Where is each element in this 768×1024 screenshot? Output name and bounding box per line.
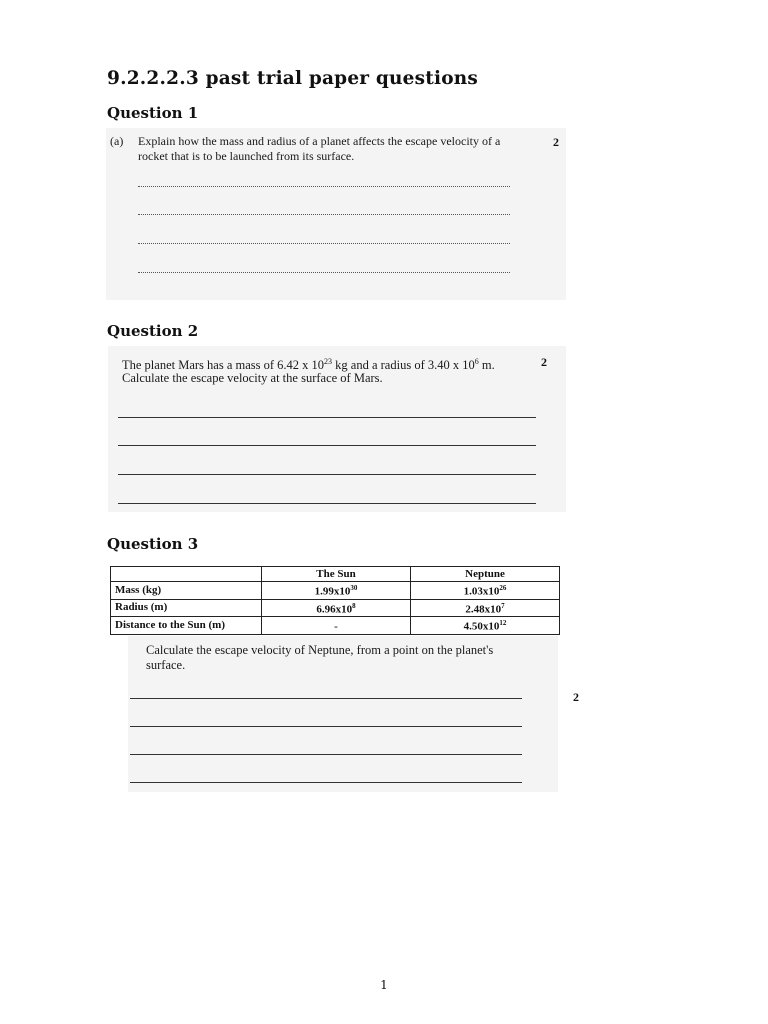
q1-marks: 2 bbox=[553, 135, 559, 149]
table-header-cell bbox=[111, 567, 262, 582]
q3-data-table-wrapper bbox=[110, 566, 560, 635]
q2-question-line-1: The planet Mars has a mass of 6.42 x $10^{23}$ kg and a radius of 3.40 x $10^6$ m. bbox=[122, 357, 495, 373]
table-header-cell: Neptune bbox=[411, 567, 560, 582]
table-row-label: Distance to the Sun (m) bbox=[111, 617, 262, 635]
page-title: 9.2.2.2.3 past trial paper questions bbox=[107, 68, 479, 89]
table-header-row bbox=[111, 567, 560, 582]
q2-marks: 2 bbox=[541, 355, 547, 369]
table-cell: $4.50x10^{12}$ bbox=[411, 617, 560, 635]
answer-line bbox=[138, 272, 510, 273]
table-row-label: Mass (kg) bbox=[111, 582, 262, 600]
page-number: 1 bbox=[380, 978, 388, 992]
question-1-scan bbox=[106, 128, 566, 300]
answer-line bbox=[138, 186, 510, 187]
table-row bbox=[111, 617, 560, 635]
table-cell: $6.96x10^8$ bbox=[262, 599, 411, 617]
question-3-scan bbox=[128, 636, 558, 792]
q1-question-text: Explain how the mass and radius of a planet affects the escape velocity of a rocket that is to be launched from its surface. bbox=[138, 134, 501, 163]
q1-part-label: (a) bbox=[110, 134, 124, 148]
table-cell: $1.99x10^{30}$ bbox=[262, 582, 411, 600]
table-cell: $2.48x10^7$ bbox=[411, 599, 560, 617]
answer-line bbox=[130, 754, 522, 755]
q3-data-table bbox=[110, 566, 560, 635]
answer-line bbox=[130, 698, 522, 699]
answer-line bbox=[130, 782, 522, 783]
answer-line bbox=[138, 243, 510, 244]
q2-question-line-2: Calculate the escape velocity at the surface of Mars. bbox=[122, 371, 383, 385]
question-2-scan bbox=[108, 346, 566, 512]
table-cell: $1.03x10^{26}$ bbox=[411, 582, 560, 600]
answer-line bbox=[118, 474, 536, 475]
q3-marks: 2 bbox=[573, 690, 579, 704]
question-3-heading: Question 3 bbox=[107, 535, 199, 553]
answer-line bbox=[130, 726, 522, 727]
answer-line bbox=[138, 214, 510, 215]
table-header-cell: The Sun bbox=[262, 567, 411, 582]
answer-line bbox=[118, 445, 536, 446]
question-1-heading: Question 1 bbox=[107, 104, 199, 122]
table-row bbox=[111, 582, 560, 600]
q3-question-text: Calculate the escape velocity of Neptune, from a point on the planet's surface. bbox=[146, 643, 494, 672]
answer-line bbox=[118, 503, 536, 504]
table-row-label: Radius (m) bbox=[111, 599, 262, 617]
question-2-heading: Question 2 bbox=[107, 322, 199, 340]
table-cell: - bbox=[262, 617, 411, 635]
answer-line bbox=[118, 417, 536, 418]
table-row bbox=[111, 599, 560, 617]
